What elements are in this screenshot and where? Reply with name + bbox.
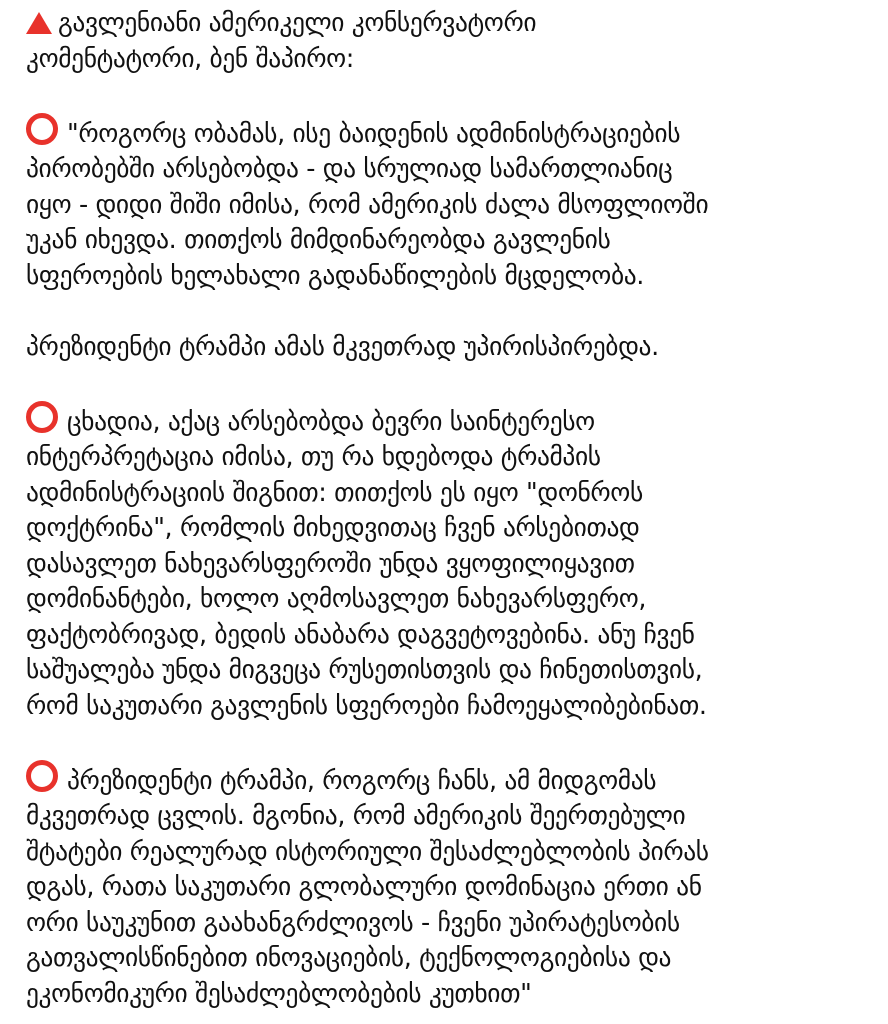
paragraph-line: ეკონომიკური შესაძლებლობების კუთხით" bbox=[26, 978, 532, 1009]
paragraph-line: ცხადია, აქაც არსებობდა ბევრი საინტერესო bbox=[26, 401, 864, 441]
paragraph-line: დასავლეთ ნახევარსფეროში უნდა ვყოფილიყავით bbox=[26, 548, 635, 579]
paragraph-line: გათვალისწინებით ინოვაციების, ტექნოლოგიებისა და bbox=[26, 943, 672, 973]
red-circle-icon bbox=[26, 113, 58, 145]
paragraph-line: პრეზიდენტი ტრამპი ამას მკვეთრად უპირისპირებდა. bbox=[26, 331, 659, 362]
paragraph-line: ინტერპრეტაცია იმისა, თუ რა ხდებოდა ტრამპის bbox=[26, 442, 601, 472]
paragraph-line: დგას, რათა საკუთარი გლობალური დომინაცია ერთი ან bbox=[26, 872, 702, 902]
paragraph-line: კომენტატორი, ბენ შაპირო: bbox=[26, 43, 354, 74]
paragraph-line: ფაქტობრივად, ბედის ანაბარა დაგვეტოვებინა. ანუ ჩვენ bbox=[26, 619, 695, 650]
paragraph-line: გავლენიანი ამერიკელი კონსერვატორი bbox=[26, 6, 864, 42]
red-circle-icon bbox=[26, 401, 58, 433]
paragraph-line: საშუალება უნდა მიგვეცა რუსეთისთვის და ჩინეთისთვის, bbox=[26, 655, 703, 685]
paragraph-line: უკან იხევდა. თითქოს მიმდინარეობდა გავლენის bbox=[26, 225, 611, 255]
paragraph-line: მკვეთრად ცვლის. მგონია, რომ ამერიკის შეერთებული bbox=[26, 801, 686, 831]
paragraph-line: რომ საკუთარი გავლენის სფეროები ჩამოეყალიბებინათ. bbox=[26, 690, 707, 721]
paragraph-line: იყო - დიდი შიში იმისა, რომ ამერიკის ძალა მსოფლიოში bbox=[26, 189, 709, 220]
quote-paragraph-1 bbox=[26, 113, 864, 295]
paragraph-line: "როგორც ობამას, ისე ბაიდენის ადმინისტრაციების bbox=[26, 113, 864, 153]
paragraph-line: ორი საუკუნით გაახანგრძლივოს - ჩვენი უპირატესობის bbox=[26, 907, 680, 938]
quote-paragraph-2 bbox=[26, 330, 864, 366]
quote-paragraph-3 bbox=[26, 401, 864, 725]
paragraph-line: სფეროების ხელახალი გადანაწილების მცდელობა. bbox=[26, 260, 645, 291]
paragraph-line: ადმინისტრაციის შიგნით: თითქოს ეს იყო "დონროს bbox=[26, 477, 643, 508]
paragraph-line: შტატები რეალურად ისტორიული შესაძლებლობის პირას bbox=[26, 836, 709, 867]
paragraph-line: დოქტრინა", რომლის მიხედვითაც ჩვენ არსებითად bbox=[26, 513, 640, 543]
red-triangle-icon bbox=[26, 12, 52, 34]
paragraph-line: დომინანტები, ხოლო აღმოსავლეთ ნახევარსფერო, bbox=[26, 584, 647, 614]
red-circle-icon bbox=[26, 760, 58, 792]
quote-paragraph-4 bbox=[26, 760, 864, 1013]
paragraph-line: პირობებში არსებობდა - და სრულიად სამართლიანიც bbox=[26, 154, 673, 184]
paragraph-line: პრეზიდენტი ტრამპი, როგორც ჩანს, ამ მიდგომას bbox=[26, 760, 864, 800]
intro-paragraph bbox=[26, 6, 864, 77]
